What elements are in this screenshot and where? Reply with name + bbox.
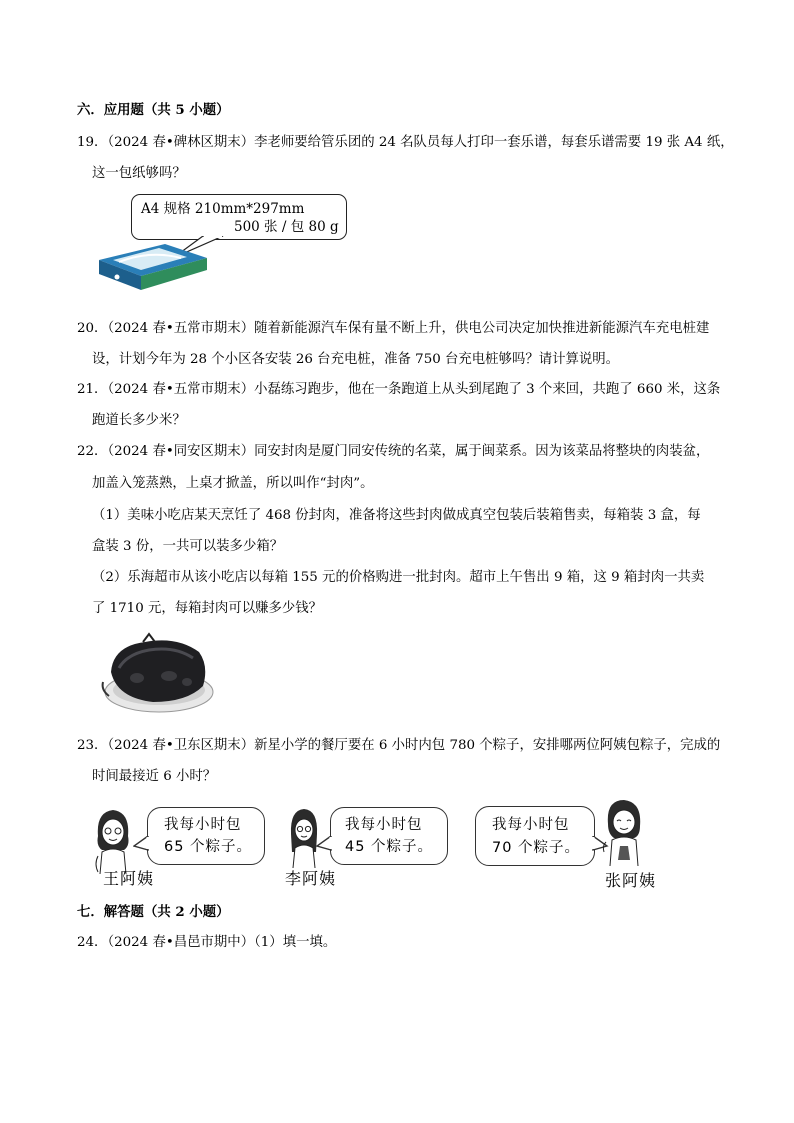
aunt-li-name: 李阿姨 (285, 869, 337, 888)
section-7-heading: 七．解答题（共 2 小题） (77, 904, 230, 920)
section-6-heading: 六．应用题（共 5 小题） (77, 102, 230, 118)
question-22-line-2: 加盖入笼蒸熟，上桌才掀盖，所以叫作“封肉”。 (92, 476, 374, 491)
aunt-zhang-speech-line-2: 70 个粽子。 (492, 840, 581, 856)
aunt-li-speech-bubble (330, 807, 448, 865)
aunt-zhang-speech-bubble (475, 806, 595, 866)
aunt-wang-name: 王阿姨 (103, 869, 155, 888)
question-22-part-1-line-1: （1）美味小吃店某天烹饪了 468 份封肉，准备将这些封肉做成真空包装后装箱售卖，每箱装 3 盒，每 (92, 508, 701, 523)
paper-package-icon (95, 226, 215, 292)
question-19-line-2: 这一包纸够吗？ (92, 166, 186, 181)
aunt-zhang-name: 张阿姨 (605, 871, 657, 890)
aunt-wang-speech-line-2: 65 个粽子。 (164, 839, 253, 855)
question-21-line-2: 跑道长多少米？ (92, 413, 186, 428)
aunt-wang-speech-bubble (147, 807, 265, 865)
bubble-tail-icon (133, 836, 151, 852)
aunt-zhang-figure-icon (600, 798, 646, 868)
question-22-part-2-line-2: 了 1710 元，每箱封肉可以赚多少钱？ (92, 601, 323, 616)
question-22-part-1-line-2: 盒装 3 份，一共可以装多少箱？ (92, 539, 284, 554)
question-22-line-1: 22．（2024 春•同安区期末）同安封肉是厦门同安传统的名菜，属于闽菜系。因为该菜品将整块的肉装盆， (77, 444, 710, 459)
aunt-li-speech-line-1: 我每小时包 (345, 817, 423, 833)
aunt-zhang-speech-line-1: 我每小时包 (492, 817, 570, 833)
aunt-li-speech-line-2: 45 个粽子。 (345, 839, 434, 855)
paper-spec-figure (95, 192, 355, 292)
question-24-line-1: 24．（2024 春•昌邑市期中）（1）填一填。 (77, 935, 337, 950)
bubble-tail-icon (316, 836, 334, 852)
paper-spec-line-2: 500 张 / 包 80 g (234, 219, 339, 235)
question-22-part-2-line-1: （2）乐海超市从该小吃店以每箱 155 元的价格购进一批封肉。超市上午售出 9 箱，这 9 箱封肉一共卖 (92, 570, 705, 585)
braised-pork-dish-icon (97, 632, 215, 718)
question-20-line-1: 20．（2024 春•五常市期末）随着新能源汽车保有量不断上升，供电公司决定加快推进新能源汽车充电桩建 (77, 321, 710, 336)
aunt-wang-speech-line-1: 我每小时包 (164, 817, 242, 833)
question-21-line-1: 21．（2024 春•五常市期末）小磊练习跑步，他在一条跑道上从头到尾跑了 3 个来回，共跑了 660 米，这条 (77, 382, 721, 397)
question-19-line-1: 19．（2024 春•碑林区期末）李老师要给管乐团的 24 名队员每人打印一套乐谱，每套乐谱需要 19 张 A4 纸， (77, 135, 734, 150)
question-23-line-2: 时间最接近 6 小时？ (92, 769, 217, 784)
question-23-line-1: 23．（2024 春•卫东区期末）新星小学的餐厅要在 6 小时内包 780 个粽子，安排哪两位阿姨包粽子，完成的 (77, 738, 721, 753)
question-20-line-2: 设，计划今年为 28 个小区各安装 26 台充电桩，准备 750 台充电桩够吗？请计算说明。 (92, 352, 620, 367)
paper-spec-line-1: A4 规格 210mm*297mm (141, 201, 305, 217)
